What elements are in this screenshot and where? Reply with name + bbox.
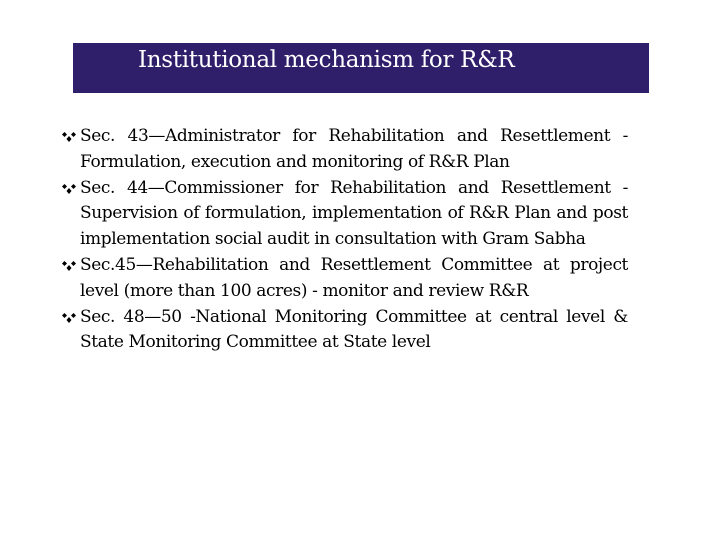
- title-bar: [73, 43, 649, 93]
- slide-title: Institutional mechanism for R&R: [138, 47, 515, 73]
- list-item-text: Sec. 44—Commissioner for Rehabilitation and Resettlement -Supervision of formulation, implementation of R&R Plan and post implementation social audit in consultation with Gram Sabha: [80, 177, 628, 250]
- bullet-list: [62, 124, 628, 356]
- diamond-bullet-icon: [62, 305, 80, 331]
- list-item: [62, 253, 628, 305]
- list-item: [62, 176, 628, 253]
- diamond-bullet-icon: [62, 253, 80, 279]
- list-item: [62, 124, 628, 176]
- list-item-text: Sec. 48—50 -National Monitoring Committee at central level & State Monitoring Committee at State level: [80, 306, 628, 353]
- list-item-text: Sec.45—Rehabilitation and Resettlement Committee at project level (more than 100 acres) - monitor and review R&R: [80, 254, 628, 301]
- diamond-bullet-icon: [62, 124, 80, 150]
- diamond-bullet-icon: [62, 176, 80, 202]
- list-item-text: Sec. 43—Administrator for Rehabilitation and Resettlement -Formulation, execution and monitoring of R&R Plan: [80, 126, 628, 172]
- list-item: [62, 305, 628, 357]
